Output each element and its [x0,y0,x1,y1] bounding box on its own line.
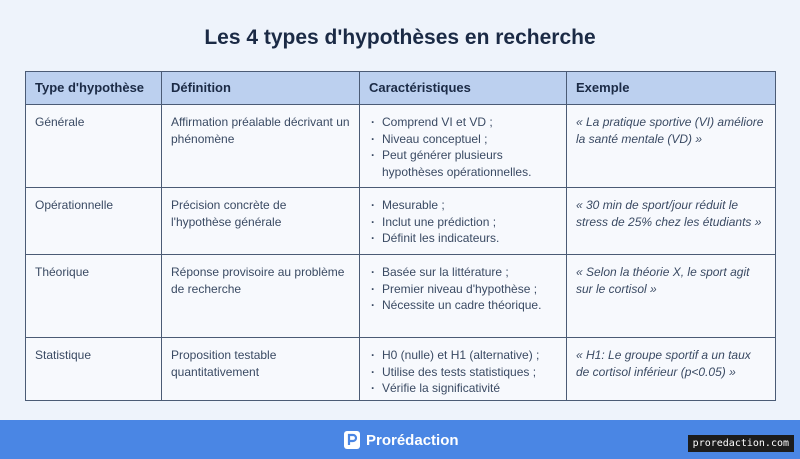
brand-name: Prorédaction [366,431,459,449]
cell-type: Opérationnelle [26,188,162,255]
footer-bar [0,420,800,459]
cell-definition: Précision concrète de l'hypothèse générale [162,188,360,255]
list-item: · Peut générer plusieurs hypothèses opérationnelles. [369,147,557,180]
cell-characteristics [360,338,567,401]
cell-type: Théorique [26,255,162,338]
list-item: · Mesurable ; [369,197,557,214]
list-item: · Comprend VI et VD ; [369,114,557,131]
list-item: · Niveau conceptuel ; [369,131,557,148]
cell-characteristics [360,188,567,255]
table-header-row [26,72,776,105]
header-characteristics: Caractéristiques [360,72,567,105]
cell-definition: Réponse provisoire au problème de recherche [162,255,360,338]
cell-characteristics [360,105,567,188]
cell-characteristics [360,255,567,338]
table-row [26,105,776,188]
cell-definition: Affirmation préalable décrivant un phénomène [162,105,360,188]
table-row [26,255,776,338]
cell-type: Statistique [26,338,162,401]
p-logo-icon [344,431,360,449]
list-item: · Basée sur la littérature ; [369,264,557,281]
cell-example: « Selon la théorie X, le sport agit sur le cortisol » [567,255,776,338]
header-definition: Définition [162,72,360,105]
cell-example: « H1: Le groupe sportif a un taux de cortisol inférieur (p<0.05) » [567,338,776,401]
list-item: · Nécessite un cadre théorique. [369,297,557,314]
list-item: · Inclut une prédiction ; [369,214,557,231]
brand [344,430,459,450]
hypotheses-table [25,71,776,401]
url-label: proredaction.com [688,435,794,452]
header-example: Exemple [567,72,776,105]
list-item: · H0 (nulle) et H1 (alternative) ; [369,347,557,364]
cell-definition: Proposition testable quantitativement [162,338,360,401]
list-item: · Premier niveau d'hypothèse ; [369,281,557,298]
list-item: · Utilise des tests statistiques ; [369,364,557,381]
list-item: · Vérifie la significativité [369,380,557,397]
cell-example: « La pratique sportive (VI) améliore la santé mentale (VD) » [567,105,776,188]
cell-example: « 30 min de sport/jour réduit le stress de 25% chez les étudiants » [567,188,776,255]
table-row [26,188,776,255]
header-type: Type d'hypothèse [26,72,162,105]
table-row [26,338,776,401]
cell-type: Générale [26,105,162,188]
list-item: · Définit les indicateurs. [369,230,557,247]
page-title: Les 4 types d'hypothèses en recherche [204,26,596,49]
